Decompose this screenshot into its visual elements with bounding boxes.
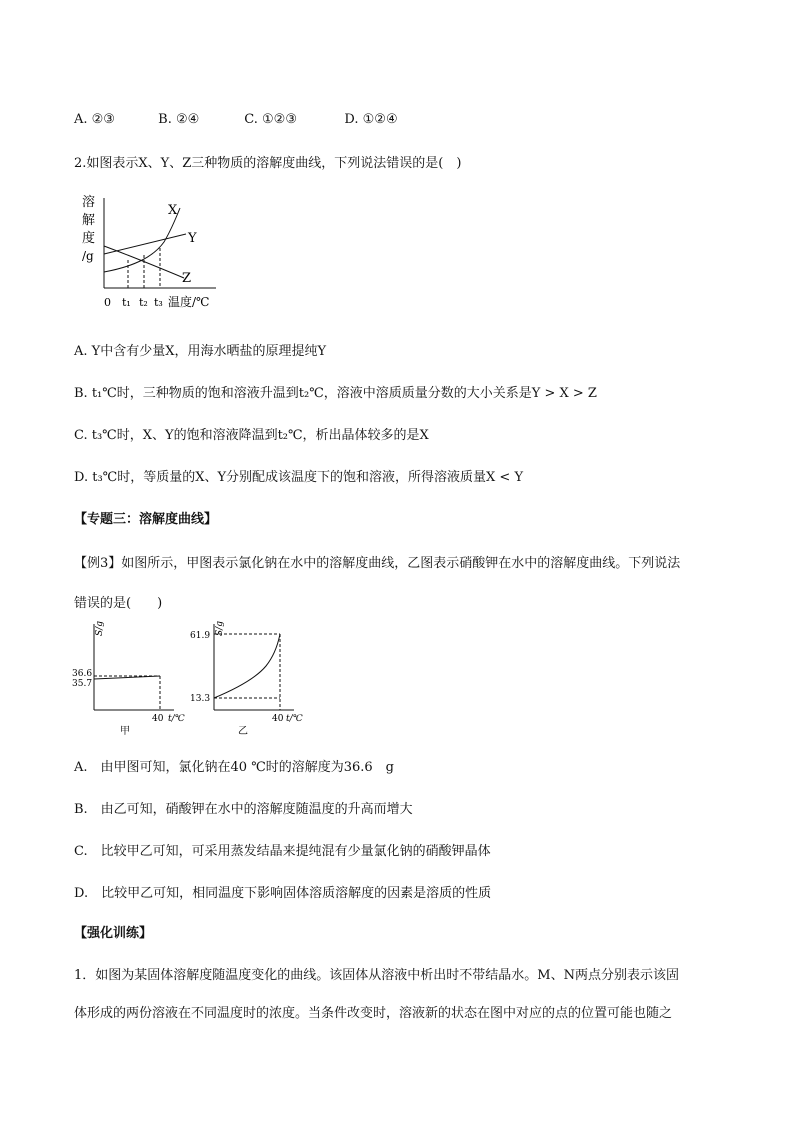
q1-option-c: C. ①②③ <box>244 112 297 127</box>
q2-xtick-0: 0 <box>104 296 111 309</box>
q2-ylabel-char-4: /g <box>82 249 94 263</box>
yi-xlabel: t/℃ <box>286 714 303 724</box>
q1-option-d: D. ①②④ <box>344 112 398 127</box>
q2-series-x-label: X <box>168 203 178 218</box>
ex3-stem-line2: 错误的是( ) <box>74 596 163 611</box>
training-q1-line1: 1．如图为某固体溶解度随温度变化的曲线。该固体从溶液中析出时不带结晶水。M、N两点分别表示该固 <box>74 968 679 983</box>
jia-caption: 甲 <box>120 726 130 737</box>
q2-xtick-t1: t₁ <box>122 296 131 309</box>
yi-caption: 乙 <box>238 726 248 737</box>
q2-solubility-chart <box>76 192 246 314</box>
yi-xtick-40: 40 <box>272 714 284 724</box>
jia-ytick-35-7: 35.7 <box>72 679 93 689</box>
q2-option-a: A. Y中含有少量X，用海水晒盐的原理提纯Y <box>74 344 327 359</box>
q2-ylabel-char-3: 度 <box>82 231 96 246</box>
ex3-option-b: B. 由乙可知，硝酸钾在水中的溶解度随温度的升高而增大 <box>74 802 413 817</box>
jia-xlabel: t/℃ <box>168 714 185 724</box>
jia-ytick-36-6: 36.6 <box>72 669 93 679</box>
yi-ylabel: S/g <box>215 621 225 636</box>
yi-ytick-61-9: 61.9 <box>190 631 211 641</box>
ex3-option-d: D. 比较甲乙可知，相同温度下影响固体溶质溶解度的因素是溶质的性质 <box>74 886 492 901</box>
q2-ylabel-char-2: 解 <box>82 213 96 228</box>
q2-option-c: C. t₃℃时，X、Y的饱和溶液降温到t₂℃，析出晶体较多的是X <box>74 428 429 443</box>
training-heading: 【强化训练】 <box>74 926 153 941</box>
q1-options <box>74 112 398 127</box>
q2-xtick-t3: t₃ <box>154 296 163 309</box>
ex3-option-a: A. 由甲图可知，氯化钠在40 ℃时的溶解度为36.6 g <box>74 760 395 775</box>
yi-curve <box>214 634 280 698</box>
ex3-chart-jia <box>70 618 185 738</box>
ex3-option-c: C. 比较甲乙可知，可采用蒸发结晶来提纯混有少量氯化钠的硝酸钾晶体 <box>74 844 491 859</box>
training-q1-line2: 体形成的两份溶液在不同温度时的浓度。当条件改变时，溶液新的状态在图中对应的点的位置可能也随之 <box>74 1006 673 1021</box>
q2-series-z-label: Z <box>182 271 192 286</box>
ex3-chart-yi <box>186 618 304 738</box>
topic3-heading: 【专题三：溶解度曲线】 <box>74 512 218 527</box>
q2-xtick-t2: t₂ <box>139 296 148 309</box>
q2-series-y-label: Y <box>188 231 197 246</box>
ex3-stem-line1: 【例3】如图所示，甲图表示氯化钠在水中的溶解度曲线，乙图表示硝酸钾在水中的溶解度曲线。下列说法 <box>74 556 681 571</box>
q1-option-b: B. ②④ <box>158 112 200 127</box>
jia-xtick-40: 40 <box>152 714 164 724</box>
q2-xlabel: 温度/℃ <box>168 295 210 309</box>
yi-ytick-13-3: 13.3 <box>190 694 211 704</box>
q2-option-d: D. t₃℃时，等质量的X、Y分别配成该温度下的饱和溶液，所得溶液质量X < Y <box>74 470 524 485</box>
jia-ylabel: S/g <box>95 621 105 636</box>
q2-stem: 2.如图表示X、Y、Z三种物质的溶解度曲线，下列说法错误的是( ) <box>74 156 462 171</box>
q1-option-a: A. ②③ <box>74 112 115 127</box>
q2-option-b: B. t₁℃时，三种物质的饱和溶液升温到t₂℃，溶液中溶质质量分数的大小关系是Y > X > Z <box>74 386 597 401</box>
q2-ylabel-char-1: 溶 <box>82 195 96 210</box>
